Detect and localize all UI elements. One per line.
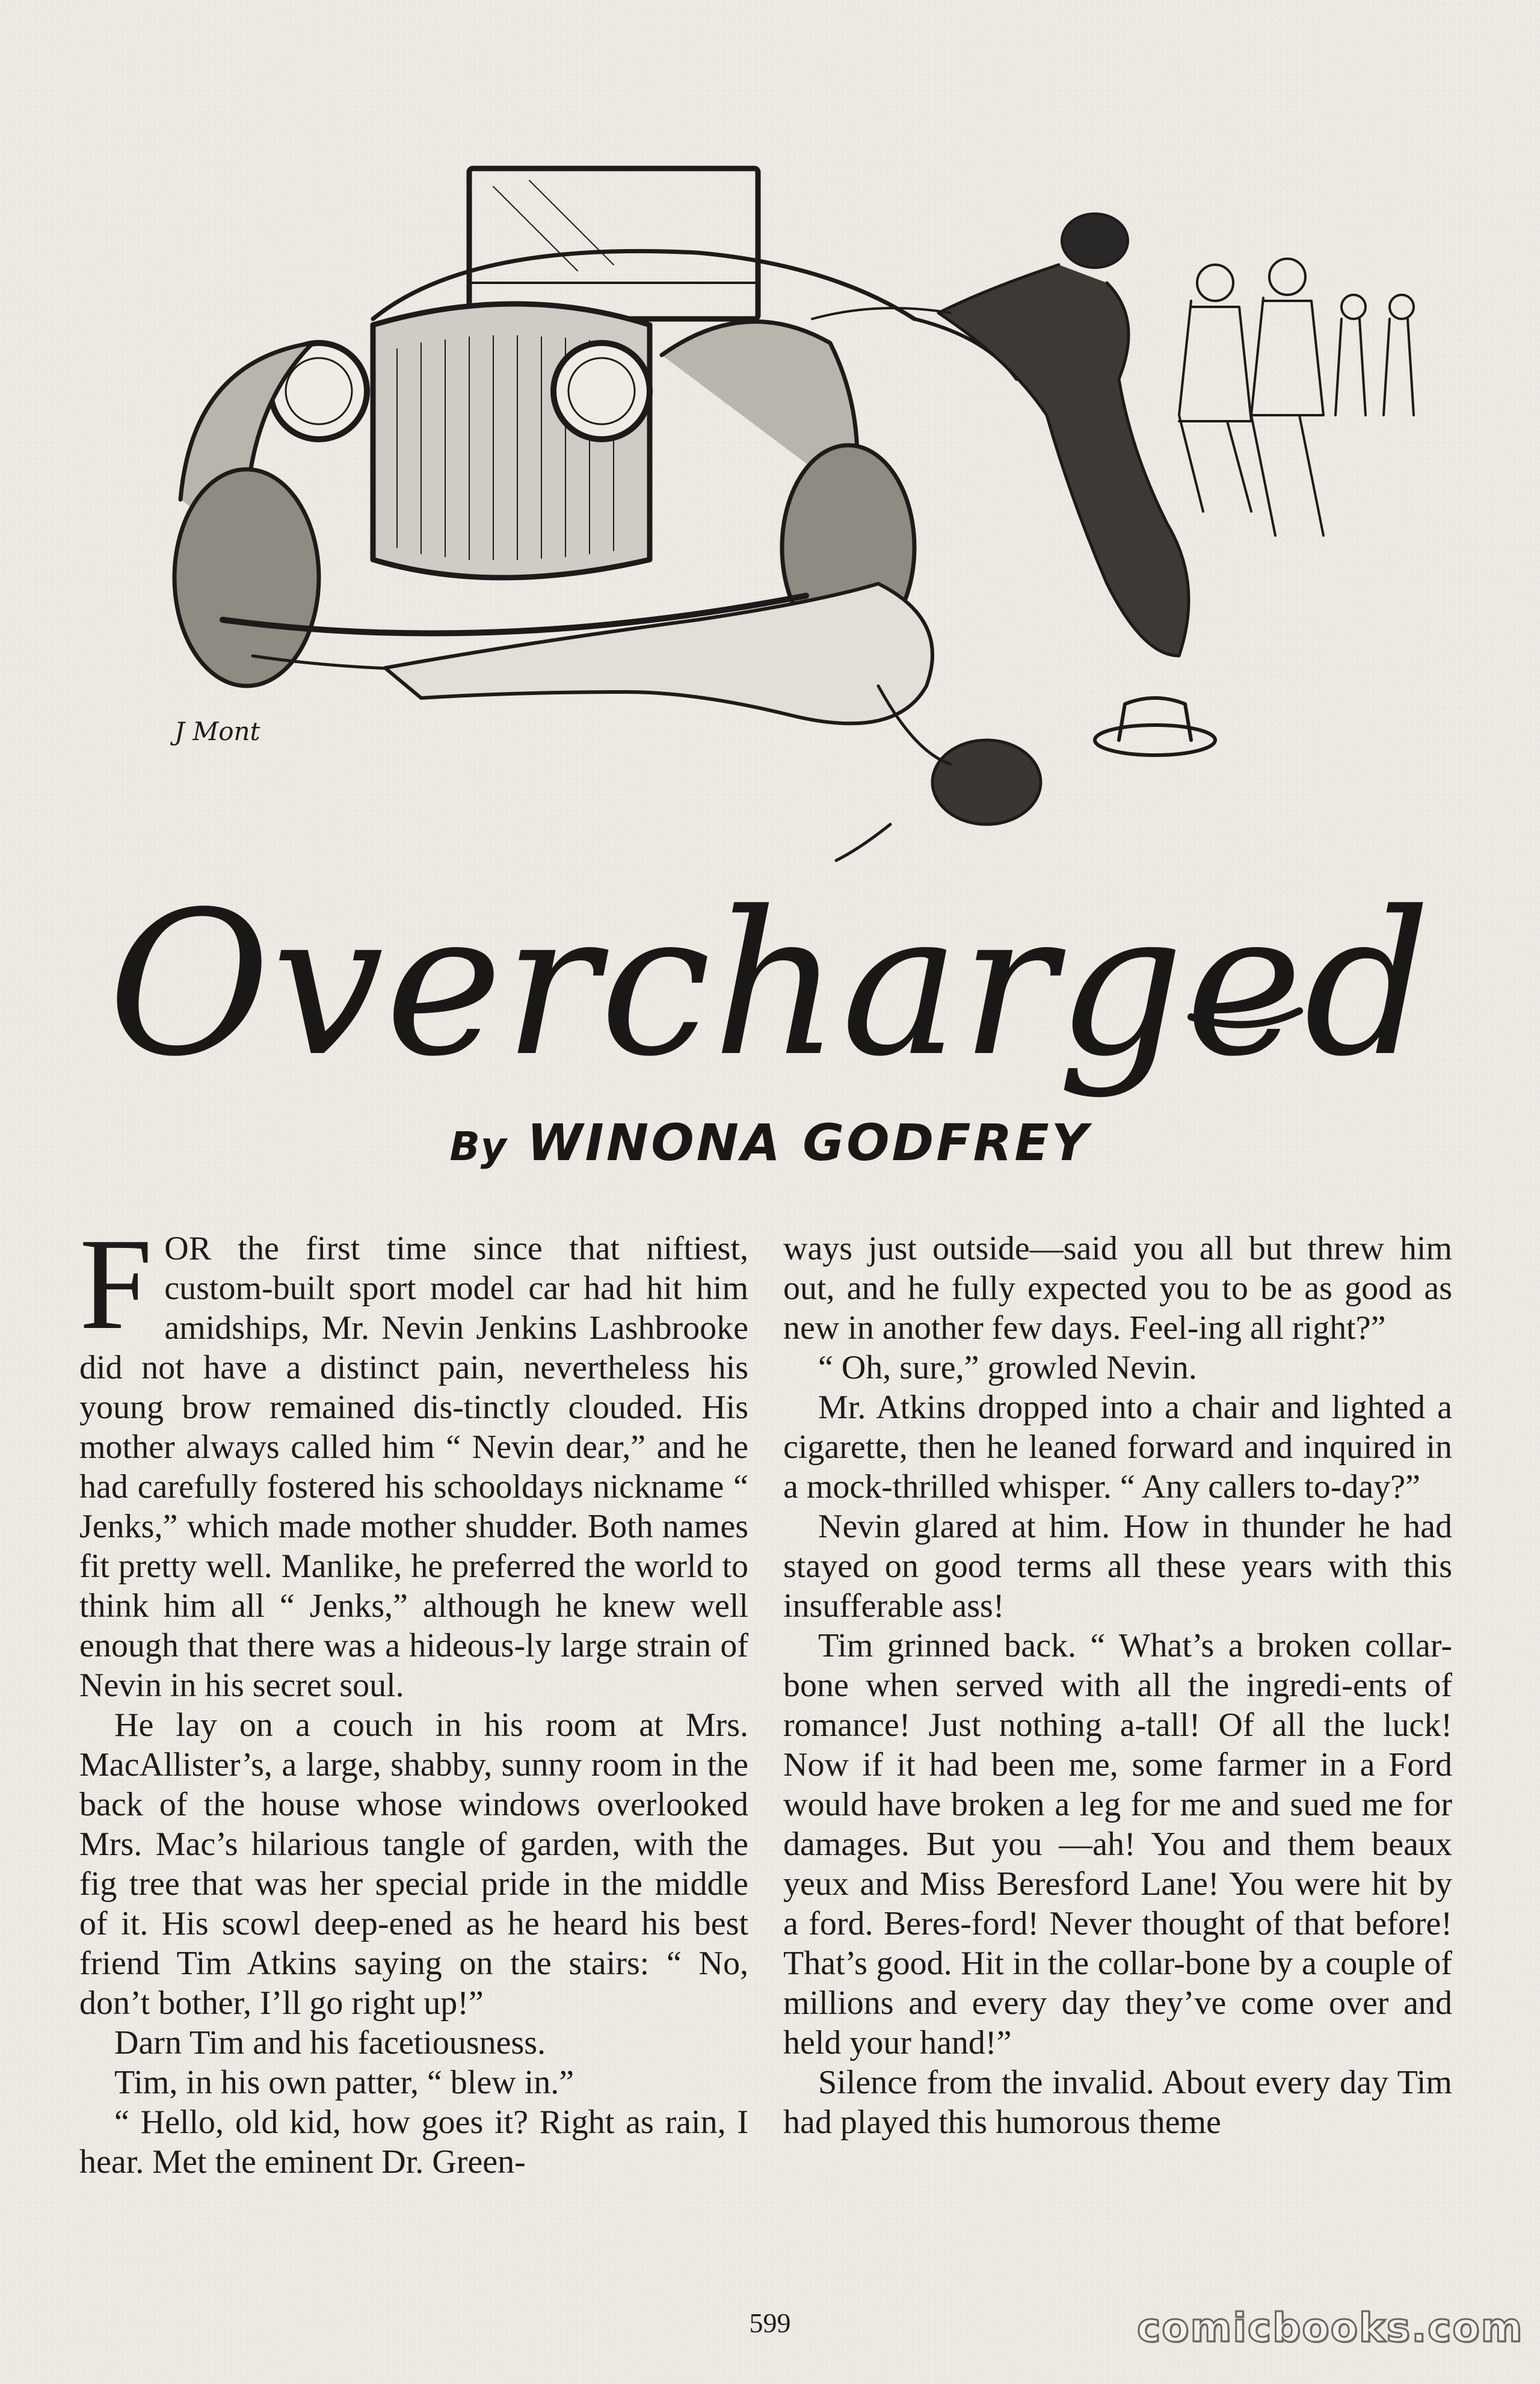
paragraph: FOR the first time since that niftiest, custom-built sport model car had hit him amidships, Mr. Nevin Jenkins Lashbrooke did not have a distinct pain, nevertheless his young brow remained dis-tinctly clouded. His mother always called him “ Nevin dear,” and he had carefully fostered his schooldays nickname “ Jenks,” which made mother shudder. Both names fit pretty well. Manlike, he preferred the world to think him all “ Jenks,” although he knew well enough that there was a hideous-ly large strain of Nevin in his secret soul. (79, 1212, 748, 1704)
body-columns (79, 1212, 1452, 2288)
paragraph: Silence from the invalid. About every day Tim had played this humorous theme (783, 2064, 1452, 2141)
byline (0, 1113, 1540, 1172)
paragraph: Tim, in his own patter, “ blew in.” (114, 2064, 574, 2101)
paragraph: Mr. Atkins dropped into a chair and lighted a cigarette, then he leaned forward and inquired in a mock-thrilled whisper. “ Any callers to-day?” (783, 1389, 1452, 1505)
story-illustration (156, 162, 1432, 903)
watermark: comicbooks.com (1137, 2305, 1524, 2351)
paragraph: “ Hello, old kid, how goes it? Right as rain, I hear. Met the eminent Dr. Green- (79, 2104, 748, 2181)
artist-signature: J Mont (174, 717, 260, 746)
column-left (79, 1212, 748, 2288)
paragraph: “ Oh, sure,” growled Nevin. (818, 1349, 1197, 1386)
story-title-text: Overcharged (108, 869, 1432, 1100)
byline-by: By (449, 1123, 507, 1170)
byline-author: WINONA GODFREY (527, 1113, 1091, 1172)
paragraph: He lay on a couch in his room at Mrs. MacAllister’s, a large, shabby, sunny room in the back of the house whose windows overlooked Mrs. Mac’s hilarious tangle of garden, with the fig tree that was her special pride in the middle of it. His scowl deep-ened as he heard his best friend Tim Atkins saying on the stairs: “ No, don’t bother, I’ll go right up!” (79, 1706, 748, 2022)
story-title (0, 836, 1540, 1149)
paragraph: Darn Tim and his facetiousness. (114, 2024, 546, 2061)
page-number: 599 (749, 2308, 791, 2338)
paragraph: Nevin glared at him. How in thunder he had stayed on good terms all these years with this insufferable ass! (783, 1508, 1452, 1625)
paragraph: ways just outside—said you all but threw him out, and he fully expected you to be as good as new in another few days. Feel-ing all right?” (783, 1230, 1452, 1347)
column-right (783, 1229, 1452, 2288)
paragraph: Tim grinned back. “ What’s a broken collar-bone when served with all the ingredi-ents of romance! Just nothing a-tall! Of all the luck! Now if it had been me, some farmer in a Ford would have broken a leg for me and sued me for damages. But you —ah! You and them beaux yeux and Miss Beresford Lane! You were hit by a ford. Beres-ford! Never thought of that before! That’s good. Hit in the collar-bone by a couple of millions and every day they’ve come over and held your hand!” (783, 1627, 1452, 2061)
drop-cap: F (79, 1212, 153, 1357)
